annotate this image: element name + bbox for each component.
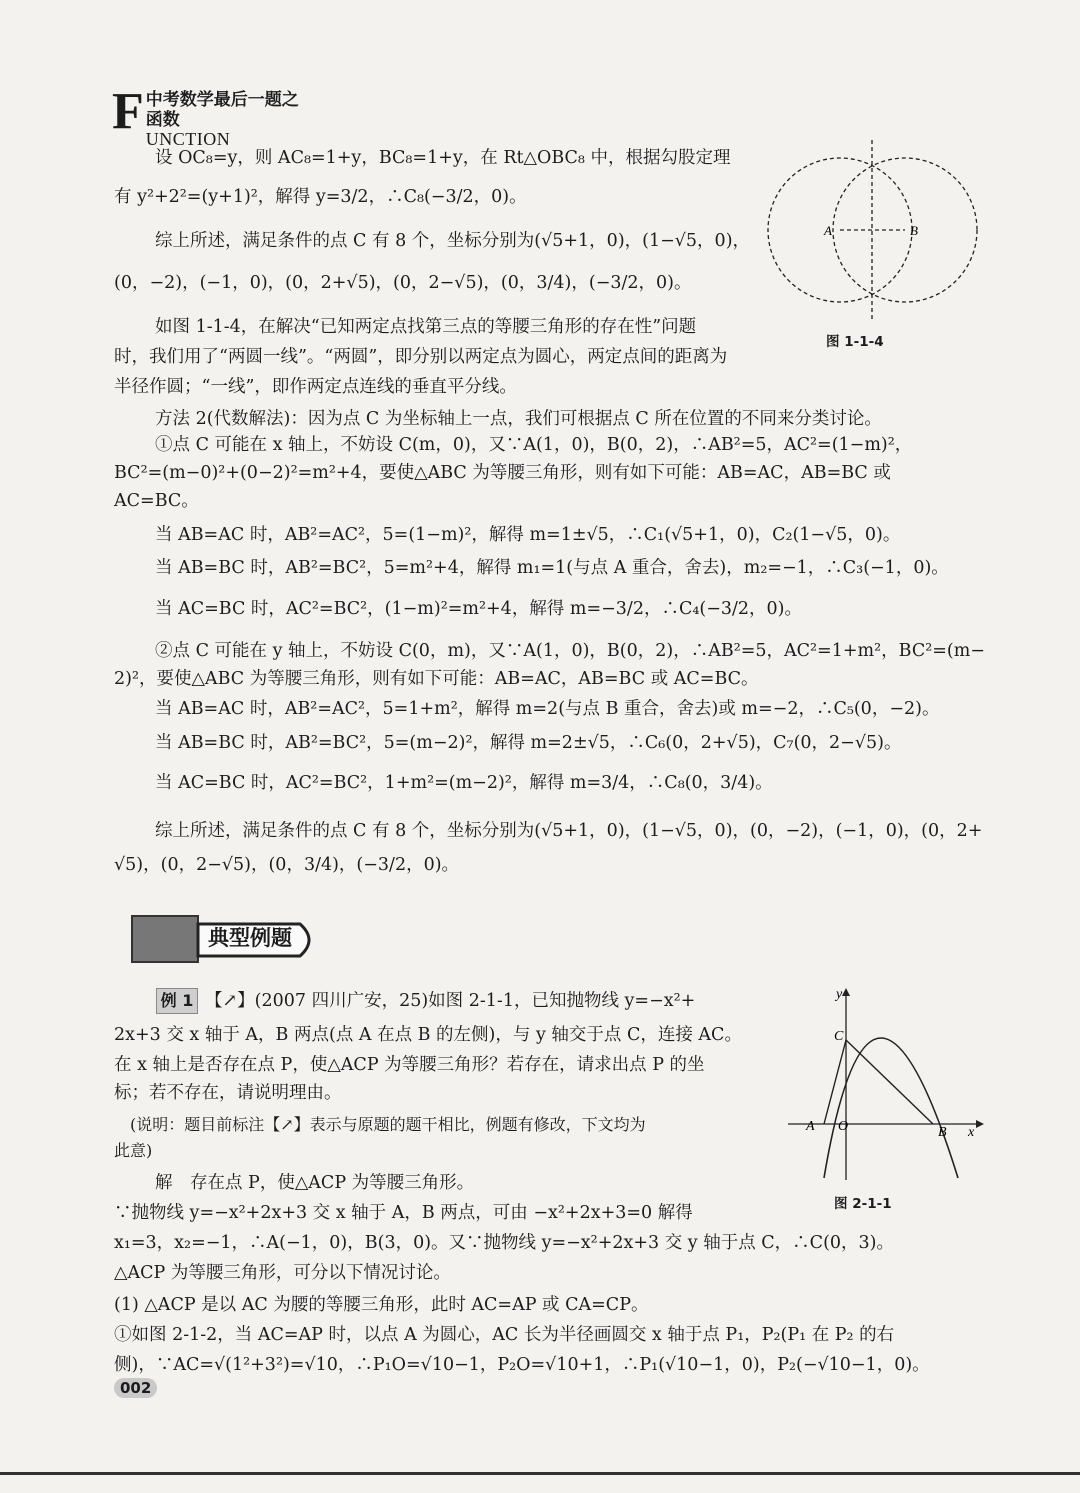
parabola-curve — [824, 1038, 958, 1178]
header-letter: F — [112, 83, 144, 140]
example-line: 【↗】(2007 四川广安，25)如图 2-1-1，已知抛物线 y=−x²+ — [205, 991, 696, 1011]
running-header — [112, 83, 299, 149]
note-line: 此意) — [114, 1141, 153, 1160]
x-axis-arrow — [976, 1120, 984, 1128]
figure-caption: 图 2-1-1 — [834, 1196, 892, 1212]
text-line: 当 AB=BC 时，AB²=BC²，5=m²+4，解得 m₁=1(与点 A 重合，舍去)，m₂=−1，∴C₃(−1，0)。 — [155, 558, 949, 578]
text-line: 当 AB=AC 时，AB²=AC²，5=1+m²，解得 m=2(与点 B 重合，舍去)或 m=−2，∴C₅(0，−2)。 — [155, 699, 940, 719]
y-axis-arrow — [842, 988, 850, 996]
text-line: ②点 C 可能在 y 轴上，不妨设 C(0，m)，又∵A(1，0)，B(0，2)，∴AB²=5，AC²=1+m²，BC²=(m− — [155, 641, 985, 661]
example-line: 2x+3 交 x 轴于 A，B 两点(点 A 在点 B 的左侧)，与 y 轴交于点 C，连接 AC。 — [114, 1025, 742, 1045]
section-title: 典型例题 — [208, 926, 292, 950]
solution-line: 侧)，∵AC=√(1²+3²)=√10，∴P₁O=√10−1，P₂O=√10+1，∴P₁(√10−1，0)，P₂(−√10−1，0)。 — [114, 1355, 930, 1375]
text-line: 当 AB=AC 时，AB²=AC²，5=(1−m)²，解得 m=1±√5，∴C₁(√5+1，0)，C₂(1−√5，0)。 — [155, 525, 901, 545]
origin-label: O — [838, 1119, 849, 1134]
text-line: 设 OC₈=y，则 AC₈=1+y，BC₈=1+y，在 Rt△OBC₈ 中，根据勾股定理 — [155, 148, 731, 168]
text-line: 如图 1-1-4，在解决“已知两定点找第三点的等腰三角形的存在性”问题 — [155, 317, 697, 337]
text-line: 时，我们用了“两圆一线”。“两圆”，即分别以两定点为圆心，两定点间的距离为 — [114, 347, 728, 367]
text-line: 半径作圆；“一线”，即作两定点连线的垂直平分线。 — [114, 377, 517, 397]
page-number: 002 — [114, 1378, 157, 1398]
example-line: 标；若不存在，请说明理由。 — [114, 1083, 342, 1103]
point-label: B — [910, 223, 918, 238]
figure-two-circles — [760, 138, 990, 330]
segment-ac — [824, 1040, 846, 1124]
text-line: 综上所述，满足条件的点 C 有 8 个，坐标分别为(√5+1，0)，(1−√5，0)， — [155, 231, 751, 251]
text-line: BC²=(m−0)²+(0−2)²=m²+4，要使△ABC 为等腰三角形，则有如下可能：AB=AC，AB=BC 或 — [114, 463, 891, 483]
axis-label: x — [968, 1125, 975, 1140]
example-line: 在 x 轴上是否存在点 P，使△ACP 为等腰三角形？若存在，请求出点 P 的坐 — [114, 1055, 705, 1075]
segment-cb — [846, 1040, 933, 1124]
example-label: 例 1 — [156, 988, 198, 1014]
solution-line: ①如图 2-1-2，当 AC=AP 时，以点 A 为圆心，AC 长为半径画圆交 x 轴于点 P₁，P₂(P₁ 在 P₂ 的右 — [114, 1325, 895, 1345]
point-label: A — [824, 223, 832, 238]
text-line: 有 y²+2²=(y+1)²，解得 y=3/2，∴C₈(−3/2，0)。 — [114, 187, 527, 207]
text-line: ①点 C 可能在 x 轴上，不妨设 C(m，0)，又∵A(1，0)，B(0，2)，∴AB²=5，AC²=(1−m)²， — [155, 435, 913, 455]
text-line: 当 AB=BC 时，AB²=BC²，5=(m−2)²，解得 m=2±√5，∴C₆(0，2+√5)，C₇(0，2−√5)。 — [155, 733, 902, 753]
page-border — [0, 1472, 1080, 1475]
text-line: √5)，(0，2−√5)，(0，3/4)，(−3/2，0)。 — [114, 855, 460, 875]
header-subtitle: UNCTION — [145, 129, 231, 149]
point-label: A — [806, 1119, 815, 1134]
solution-line: △ACP 为等腰三角形，可分以下情况讨论。 — [114, 1263, 451, 1283]
text-line: 综上所述，满足条件的点 C 有 8 个，坐标分别为(√5+1，0)，(1−√5，0)，(0，−2)，(−1，0)，(0，2+ — [155, 821, 983, 841]
axis-label: y — [836, 987, 843, 1002]
header-title: 中考数学最后一题之函数 — [145, 90, 299, 130]
point-label: B — [938, 1125, 947, 1140]
point-label: C — [834, 1029, 844, 1044]
text-line: 2)²，要使△ABC 为等腰三角形，则有如下可能：AB=AC，AB=BC 或 AC=BC。 — [114, 669, 759, 689]
text-line: 当 AC=BC 时，AC²=BC²，1+m²=(m−2)²，解得 m=3/4，∴C₈(0，3/4)。 — [155, 773, 773, 793]
text-line: (0，−2)，(−1，0)，(0，2+√5)，(0，2−√5)，(0，3/4)，(−3/2，0)。 — [114, 273, 692, 293]
solution-line: (1) △ACP 是以 AC 为腰的等腰三角形，此时 AC=AP 或 CA=CP。 — [114, 1295, 649, 1315]
figure-caption: 图 1-1-4 — [826, 334, 884, 350]
text-line: 当 AC=BC 时，AC²=BC²，(1−m)²=m²+4，解得 m=−3/2，∴C₄(−3/2，0)。 — [155, 599, 802, 619]
solution-line: 解 存在点 P，使△ACP 为等腰三角形。 — [155, 1173, 475, 1193]
solution-line: x₁=3，x₂=−1，∴A(−1，0)，B(3，0)。又∵抛物线 y=−x²+2x+3 交 y 轴于点 C，∴C(0，3)。 — [114, 1233, 894, 1253]
text-line: 方法 2(代数解法)：因为点 C 为坐标轴上一点，我们可根据点 C 所在位置的不同来分类讨论。 — [155, 409, 882, 429]
figure-parabola — [786, 984, 986, 1184]
text-line: AC=BC。 — [114, 491, 199, 511]
note-line: (说明：题目前标注【↗】表示与原题的题干相比，例题有修改，下文均为 — [130, 1115, 646, 1134]
solution-line: ∵抛物线 y=−x²+2x+3 交 x 轴于 A，B 两点，可由 −x²+2x+3=0 解得 — [114, 1203, 693, 1223]
